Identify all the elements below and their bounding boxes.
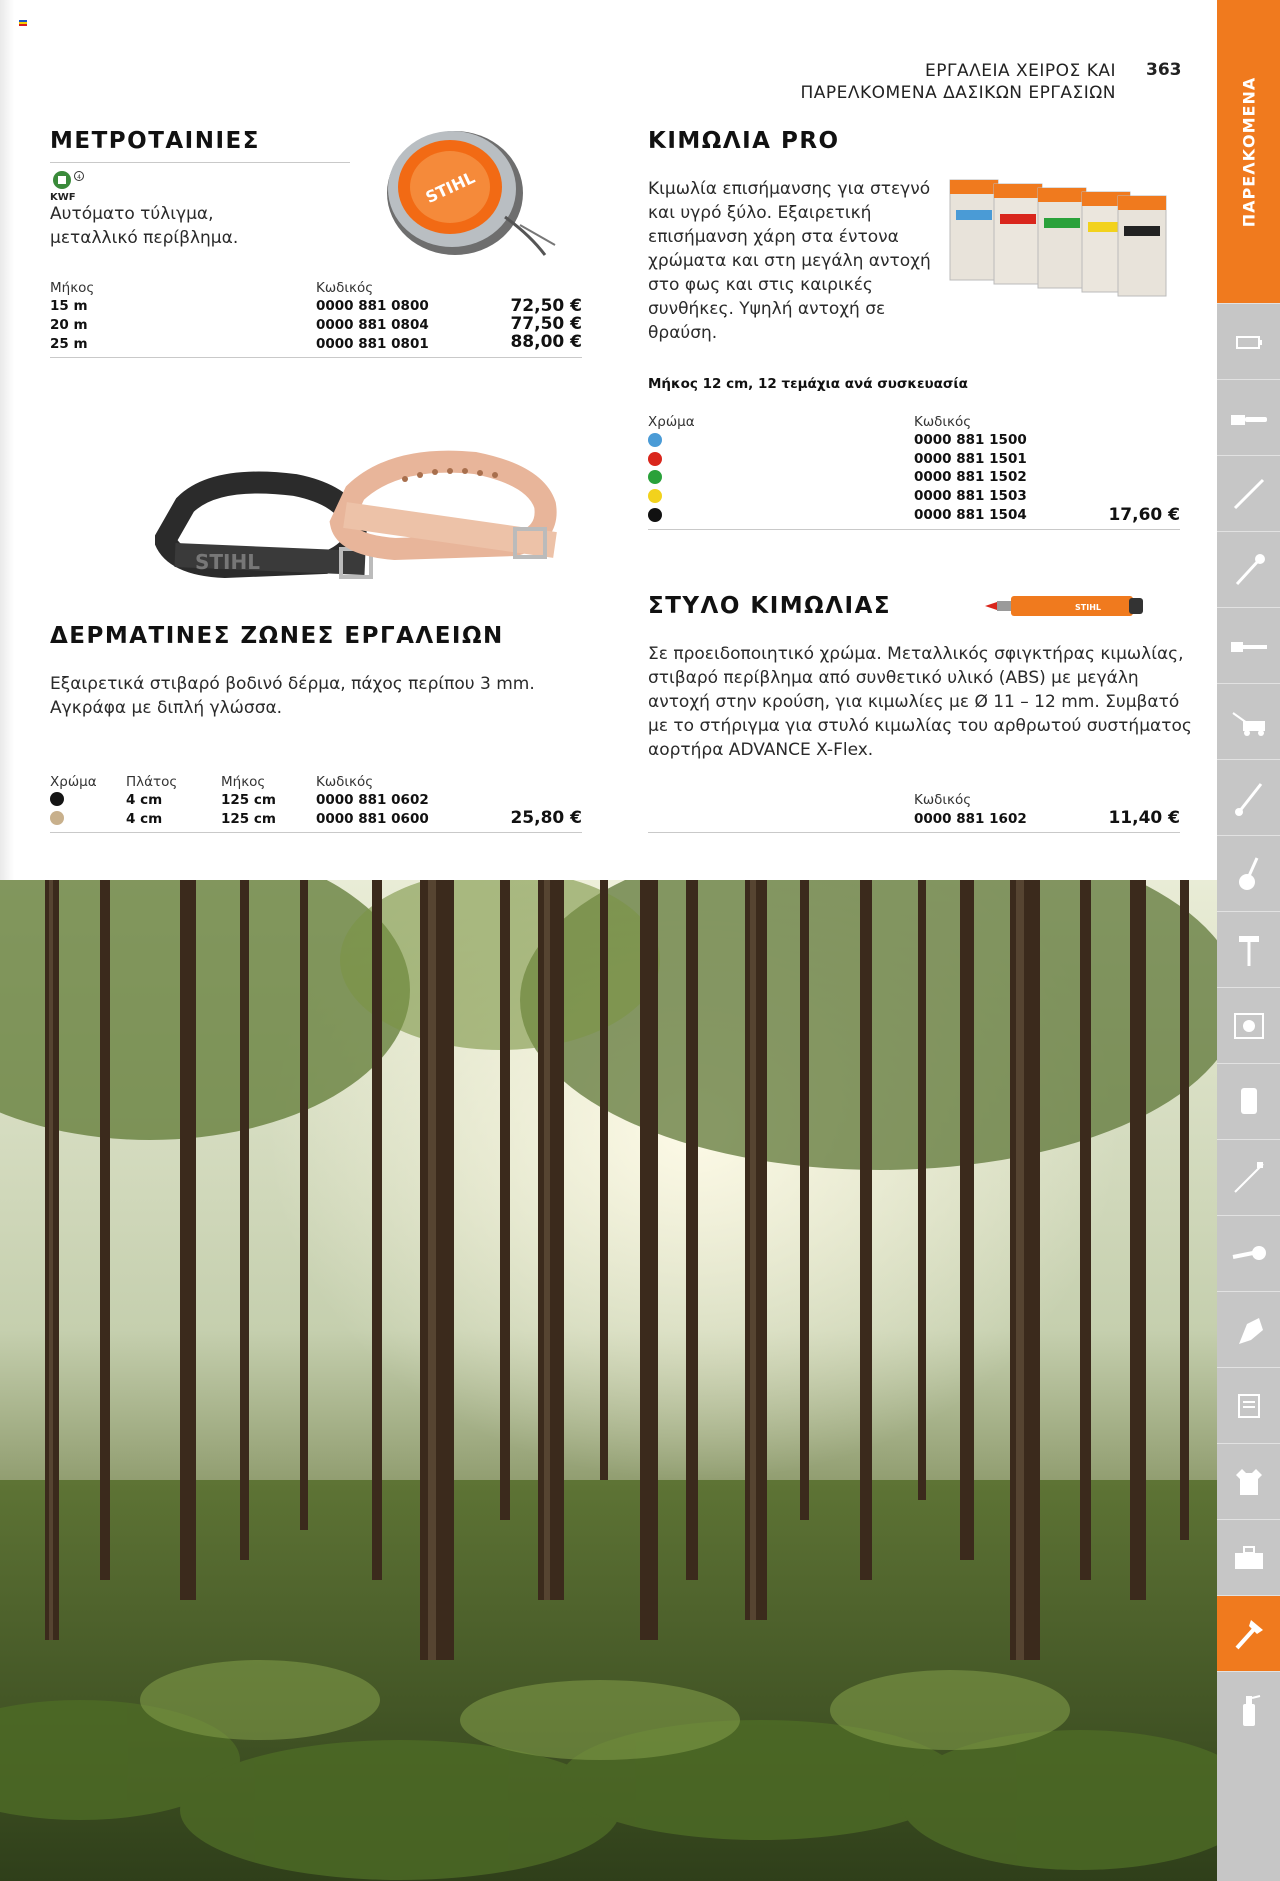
sidebar-item-accessories[interactable] (1217, 1595, 1280, 1672)
leather-belts-image (155, 445, 575, 605)
chalk-code: 0000 881 1501 (914, 451, 1027, 467)
belt-length: 125 cm (221, 811, 276, 827)
col-width-header: Πλάτος (126, 774, 178, 790)
header-line-1: ΕΡΓΑΛΕΙΑ ΧΕΙΡΟΣ ΚΑΙ (925, 61, 1116, 81)
category-sidebar (1217, 0, 1280, 1881)
description-line: χρώματα και στη μεγάλη αντοχή (648, 251, 931, 271)
svg-text:4: 4 (77, 174, 81, 181)
sidebar-item-pole-pruner[interactable] (1217, 455, 1280, 532)
description-line: συνθήκες. Υψηλή αντοχή σε (648, 299, 886, 319)
description-line: Εξαιρετικά στιβαρό βοδινό δέρμα, πάχος περίπου 3 mm. (50, 674, 535, 694)
measuring-tape-image (370, 125, 570, 265)
col-code-header: Κωδικός (316, 280, 374, 296)
chalk-code: 0000 881 1502 (914, 469, 1027, 485)
chalk-holder-price: 11,40 € (1108, 808, 1180, 828)
description-line: επισήμανση χάρη στα έντονα (648, 227, 899, 247)
tape-length: 15 m (50, 298, 88, 314)
blower-icon (1229, 1239, 1269, 1269)
tape-length: 20 m (50, 317, 88, 333)
catalog-icon (1234, 1391, 1264, 1421)
sidebar-item-lawn-mower[interactable] (1217, 683, 1280, 760)
belt-brand-logo: STIHL (195, 550, 260, 574)
pressure-washer-icon (1229, 1082, 1269, 1122)
brushcutter-icon (1229, 550, 1269, 590)
col-code-header: Κωδικός (914, 792, 972, 808)
battery-icon (1235, 332, 1263, 352)
description-line: στιβαρό περίβλημα από συνθετικό υλικό (ABS) με μεγάλη (648, 668, 1139, 688)
sidebar-item-clothing[interactable] (1217, 1443, 1280, 1520)
chalk-pro-description (648, 177, 931, 345)
kwf-badge-icon (50, 170, 86, 202)
col-color-header: Χρώμα (648, 414, 695, 430)
sidebar-item-cleaner[interactable] (1217, 1671, 1280, 1748)
color-swatch-black (50, 792, 64, 806)
belt-code: 0000 881 0600 (316, 811, 429, 827)
table-rule (50, 832, 582, 833)
tape-code: 0000 881 0800 (316, 298, 429, 314)
sidebar-item-shredder[interactable] (1217, 1291, 1280, 1368)
col-code-header: Κωδικός (316, 774, 374, 790)
page-number: 363 (1146, 60, 1182, 80)
description-line: Κιμωλία επισήμανσης για στεγνό (648, 179, 931, 199)
col-code-header: Κωδικός (914, 414, 972, 430)
measuring-tapes-description (50, 202, 238, 250)
measuring-tapes-title: ΜΕΤΡΟΤΑΙΝΙΕΣ (50, 128, 260, 154)
tape-price: 77,50 € (510, 314, 582, 334)
tape-code: 0000 881 0804 (316, 317, 429, 333)
chalk-packs-image (948, 172, 1170, 307)
description-line: αντοχή στην κρούση, για κιμωλίες με Ø 11 – 12 mm. Συμβατό (648, 692, 1180, 712)
color-swatch-yellow (648, 489, 662, 503)
accessories-icon (1229, 1614, 1269, 1654)
description-line: μεταλλικό περίβλημα. (50, 228, 239, 248)
sidebar-item-tiller[interactable] (1217, 835, 1280, 912)
description-line: Αγκράφα με διπλή γλώσσα. (50, 698, 283, 718)
lawn-mower-icon (1229, 707, 1269, 737)
col-color-header: Χρώμα (50, 774, 97, 790)
flag-icon (19, 20, 27, 26)
chalk-code: 0000 881 1500 (914, 432, 1027, 448)
long-reach-icon (1229, 1158, 1269, 1198)
chalk-holder-title: ΣΤΥΛΟ ΚΙΜΩΛΙΑΣ (648, 593, 892, 619)
tape-price: 72,50 € (510, 296, 582, 316)
table-rule (648, 832, 1180, 833)
col-length-header: Μήκος (221, 774, 266, 790)
toolbox-icon (1232, 1543, 1266, 1573)
table-rule (648, 529, 1180, 530)
kwf-label: KWF (50, 192, 76, 202)
chalk-code: 0000 881 1504 (914, 507, 1027, 523)
header-line-2: ΠΑΡΕΛΚΟΜΕΝΑ ΔΑΣΙΚΩΝ ΕΡΓΑΣΙΩΝ (800, 83, 1116, 103)
chalk-pro-note: Μήκος 12 cm, 12 τεμάχια ανά συσκευασία (648, 376, 968, 392)
sidebar-item-cut-off-saw[interactable] (1217, 987, 1280, 1064)
col-length-header: Μήκος (50, 280, 95, 296)
trimmer-icon (1229, 778, 1269, 818)
description-line: στο φως και στις καιρικές (648, 275, 873, 295)
tiller-icon (1229, 854, 1269, 894)
chalk-holder-image (985, 592, 1145, 620)
description-line: Σε προειδοποιητικό χρώμα. Μεταλλικός σφιγκτήρας κιμωλίας, (648, 644, 1184, 664)
sidebar-item-hedge-trimmer[interactable] (1217, 607, 1280, 684)
tape-code: 0000 881 0801 (316, 336, 429, 352)
belt-width: 4 cm (126, 811, 163, 827)
sidebar-item-chainsaw[interactable] (1217, 379, 1280, 456)
sidebar-item-blower[interactable] (1217, 1215, 1280, 1292)
description-line: με το στήριγμα για στυλό κιμωλίας του αρθρωτού συστήματος (648, 716, 1192, 736)
sidebar-item-brushcutter[interactable] (1217, 531, 1280, 608)
sidebar-item-earth-auger[interactable] (1217, 911, 1280, 988)
tape-price: 88,00 € (510, 332, 582, 352)
cut-off-saw-icon (1229, 1006, 1269, 1046)
tape-brand-logo: STIHL (422, 167, 478, 208)
table-rule (50, 357, 582, 358)
chalk-holder-code: 0000 881 1602 (914, 811, 1027, 827)
color-swatch-green (648, 470, 662, 484)
description-line: Αυτόματο τύλιγμα, (50, 204, 214, 224)
title-underline (50, 162, 350, 163)
chalk-pro-price: 17,60 € (1108, 505, 1180, 525)
belt-code: 0000 881 0602 (316, 792, 429, 808)
shredder-icon (1229, 1310, 1269, 1350)
description-line: αορτήρα ADVANCE X-Flex. (648, 740, 874, 760)
chainsaw-icon (1229, 407, 1269, 429)
sidebar-item-catalog[interactable] (1217, 1367, 1280, 1444)
sidebar-item-long-reach[interactable] (1217, 1139, 1280, 1216)
page-gutter (0, 0, 14, 880)
belt-length: 125 cm (221, 792, 276, 808)
sidebar-section-title: ΠΑΡΕΛΚΟΜΕΝΑ (1239, 76, 1259, 228)
description-line: θραύση. (648, 323, 718, 343)
chalk-code: 0000 881 1503 (914, 488, 1027, 504)
clothing-icon (1232, 1465, 1266, 1499)
sidebar-item-trimmer[interactable] (1217, 759, 1280, 836)
section-header (800, 60, 1116, 104)
color-swatch-natural (50, 811, 64, 825)
pole-pruner-icon (1229, 474, 1269, 514)
forest-photo (0, 880, 1217, 1881)
sidebar-item-toolbox[interactable] (1217, 1519, 1280, 1596)
tape-length: 25 m (50, 336, 88, 352)
belts-title: ΔΕΡΜΑΤΙΝΕΣ ΖΩΝΕΣ ΕΡΓΑΛΕΙΩΝ (50, 623, 504, 649)
color-swatch-blue (648, 433, 662, 447)
color-swatch-black (648, 508, 662, 522)
earth-auger-icon (1229, 930, 1269, 970)
description-line: και υγρό ξύλο. Εξαιρετική (648, 203, 872, 223)
hedge-trimmer-icon (1229, 634, 1269, 658)
belts-price: 25,80 € (510, 808, 582, 828)
belt-width: 4 cm (126, 792, 163, 808)
sidebar-item-pressure-washer[interactable] (1217, 1063, 1280, 1140)
chalk-holder-brand-logo: STIHL (1075, 603, 1101, 612)
cleaner-icon (1234, 1690, 1264, 1730)
color-swatch-red (648, 452, 662, 466)
sidebar-item-battery[interactable] (1217, 303, 1280, 380)
belts-description (50, 672, 535, 720)
sidebar-active-section[interactable] (1217, 0, 1280, 303)
chalk-holder-description (648, 642, 1192, 762)
chalk-pro-title: ΚΙΜΩΛΙΑ PRO (648, 128, 840, 154)
